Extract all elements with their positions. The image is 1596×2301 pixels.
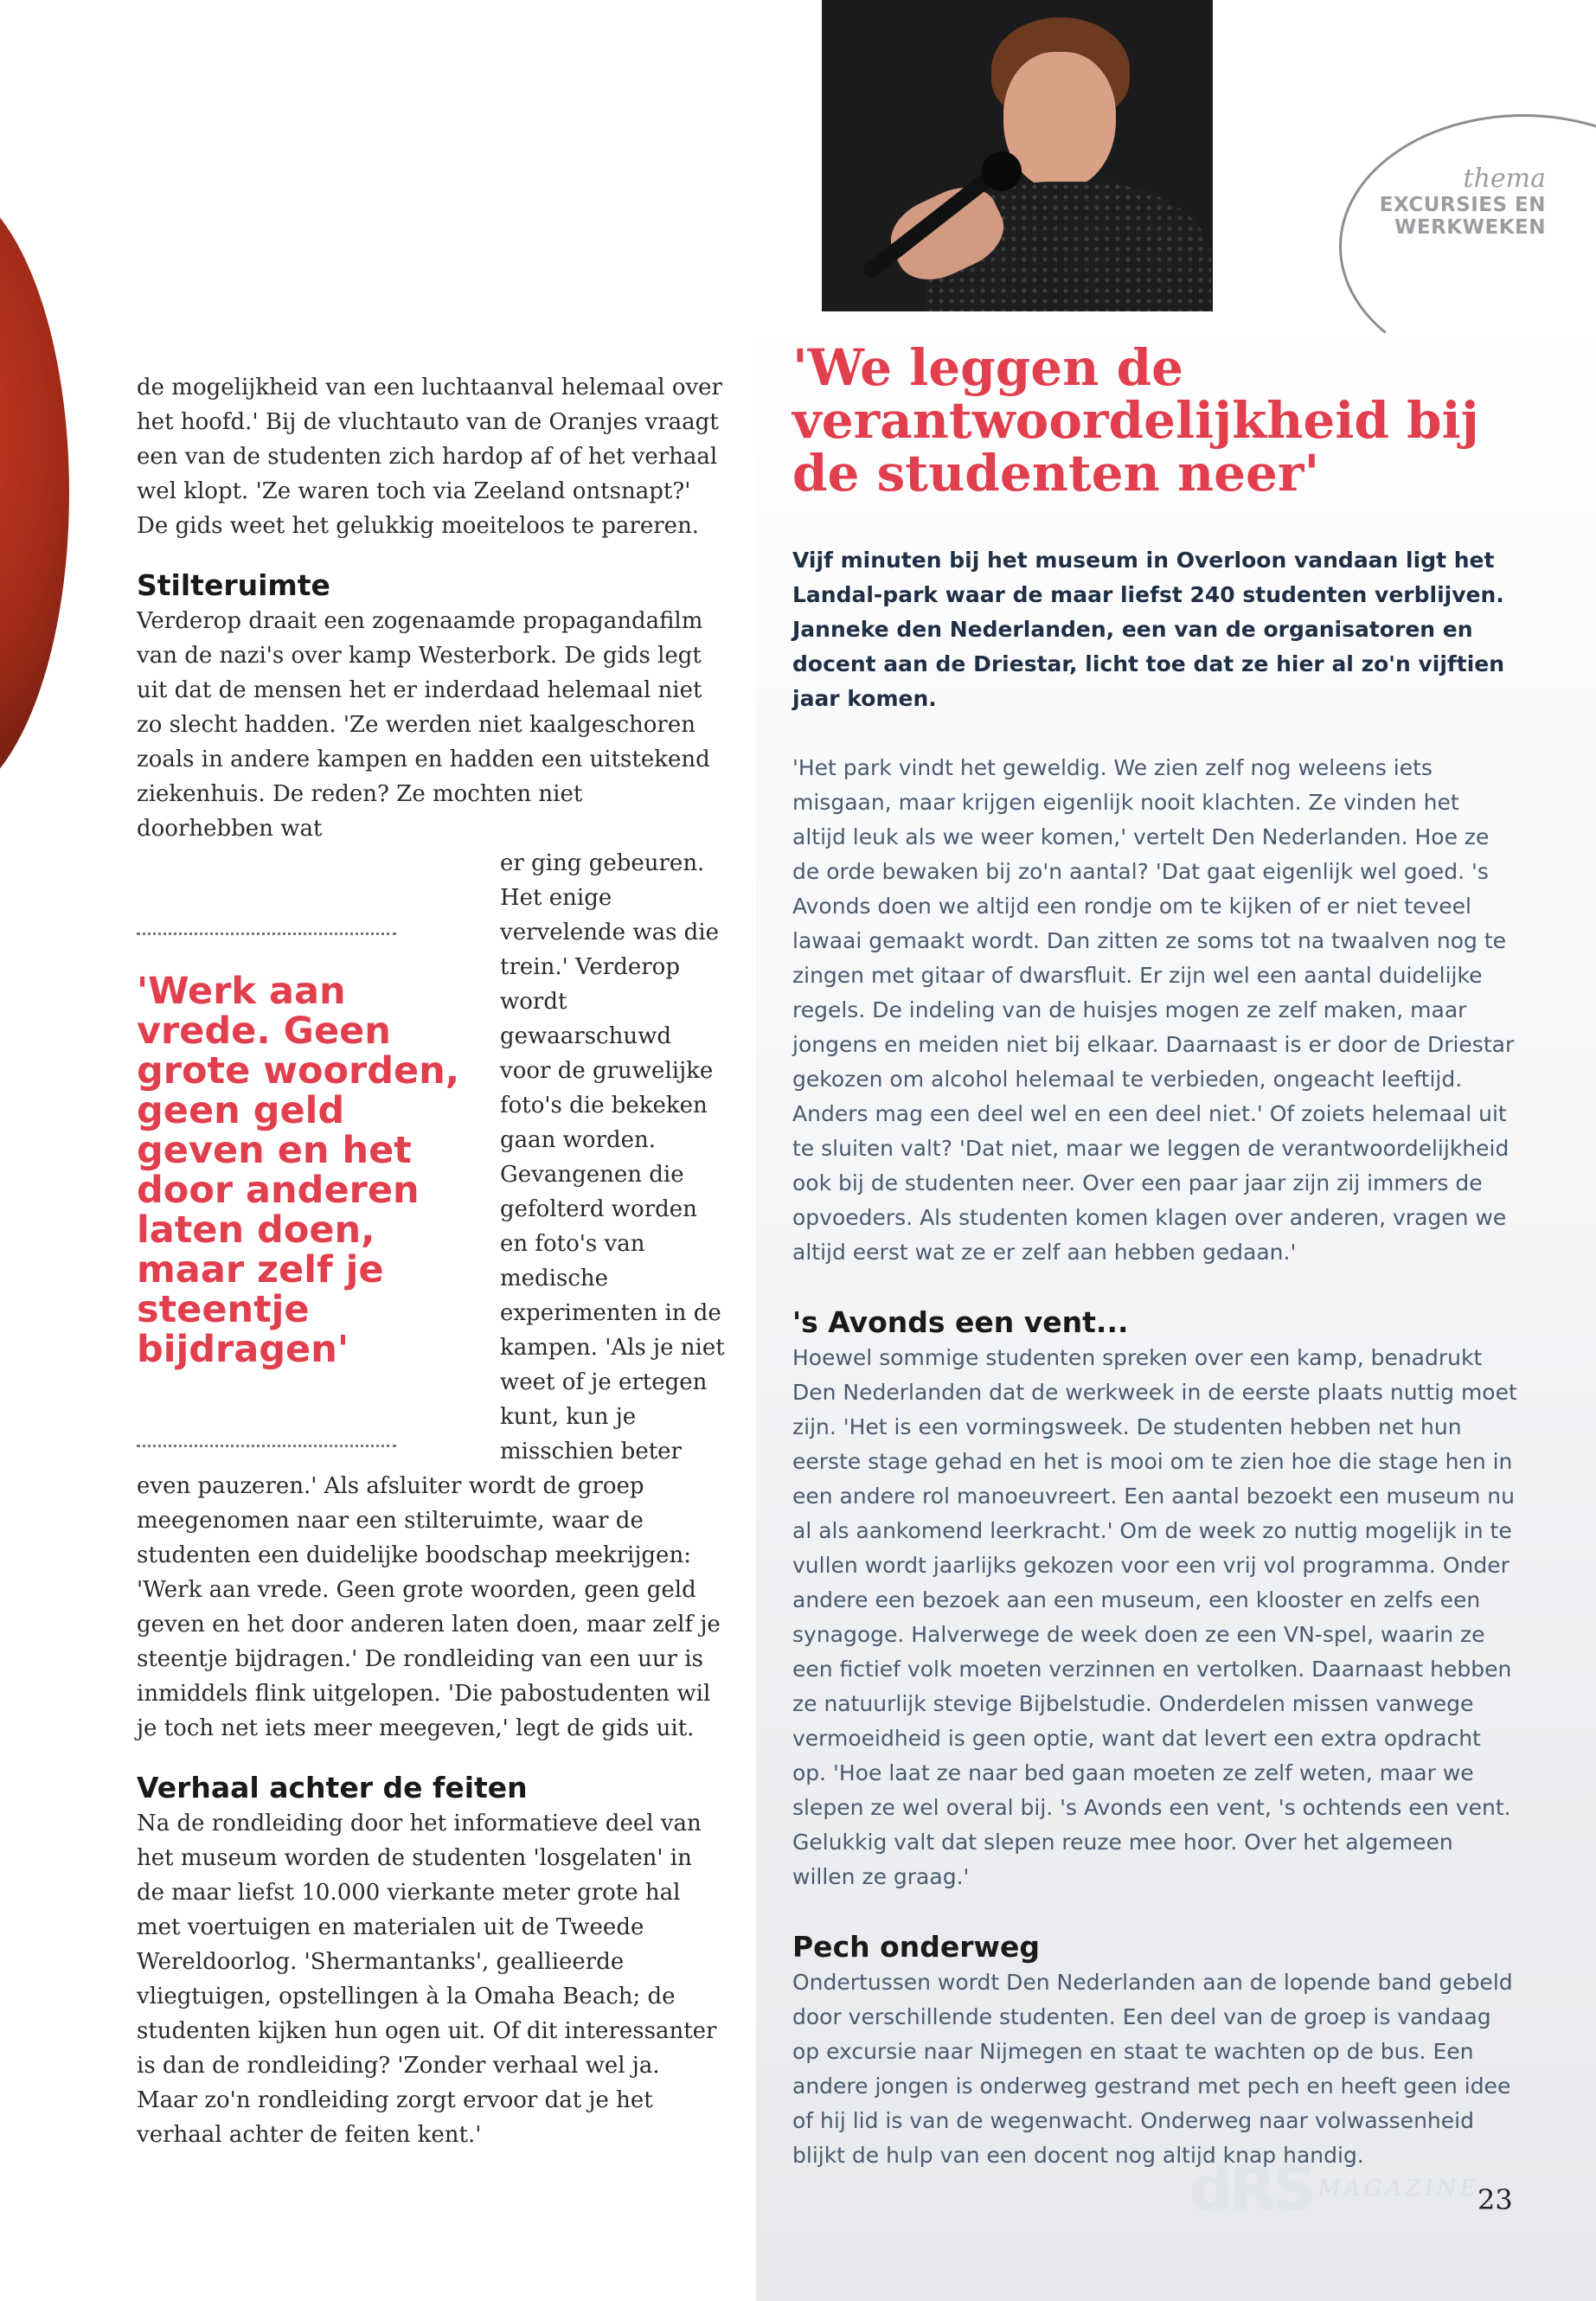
logo-text: MAGAZINE [1317, 2176, 1480, 2202]
article-headline: 'We leggen de verantwoordelijkheid bij de studenten neer' [792, 338, 1479, 503]
microphone-head [982, 151, 1022, 191]
theme-line-1: EXCURSIES EN [1379, 194, 1546, 216]
left-paragraph-1: de mogelijkheid van een luchtaanval helemaal over het hoofd.' Bij de vluchtauto van de Oranjes vraagt een van de studenten zich hardop af of het verhaal wel klopt. 'Ze waren toch via Zeeland ontsnapt?' De gids weet het gelukkig moeiteloos te pareren. [137, 375, 722, 539]
theme-line-2: WERKWEKEN [1394, 216, 1546, 239]
article-intro: Vijf minuten bij het museum in Overloon vandaan ligt het Landal-park waar de maar liefst 240 studenten verblijven. Janneke den Nederlanden, een van de organisatoren en docent aan de Driestar, licht toe dat ze hier al zo'n vijftien jaar komen. [792, 548, 1505, 711]
quote-divider-top [137, 933, 396, 935]
heading-pech: Pech onderweg [792, 1930, 1041, 1964]
logo-mark: dRS [1189, 2153, 1313, 2224]
heading-verhaal: Verhaal achter de feiten [137, 1771, 528, 1804]
left-paragraph-3: Na de rondleiding door het informatieve deel van het museum worden de studenten 'losgelaten' in de maar liefst 10.000 vierkante meter grote hal met voertuigen en materialen uit de Tweede Wereldoorlog. 'Shermantanks', geallieerde vliegtuigen, opstellingen à la Omaha Beach; de studenten kijken hun ogen uit. Of dit interessanter is dan de rondleiding? 'Zonder verhaal wel ja. Maar zo'n rondleiding zorgt ervoor dat je het verhaal achter de feiten kent.' [137, 1811, 717, 2148]
left-paragraph-2a: Verderop draait een zogenaamde propagandafilm van de nazi's over kamp Westerbork. De gids legt uit dat de mensen het er inderdaad helemaal niet zo slecht hadden. 'Ze werden niet kaalgeschoren zoals in andere kampen en hadden een uitstekend ziekenhuis. De reden? Ze mochten niet doorhebben wat [137, 608, 710, 842]
magazine-logo [1189, 2153, 1480, 2224]
right-paragraph-3: Ondertussen wordt Den Nederlanden aan de lopende band gebeld door verschillende studenten. Een deel van de groep is vandaag op excursie naar Nijmegen en staat te wachten op de bus. Een andere jongen is onderweg gestrand met pech en heeft geen idee of hij lid is van de wegenwacht. Onderweg naar volwassenheid blijkt de hulp van een docent nog altijd knap handig. [792, 1970, 1513, 2168]
pull-quote-text: 'Werk aan vrede. Geen grote woorden, geen geld geven en het door anderen laten doen, maar zelf je steentje bijdragen' [137, 970, 460, 1371]
theme-word: thema [1463, 163, 1546, 194]
left-column [137, 370, 725, 2152]
heading-avonds: 's Avonds een vent... [792, 1305, 1129, 1339]
quote-divider-bottom [137, 1445, 396, 1447]
theme-label [1380, 164, 1546, 239]
right-column [792, 338, 1519, 2173]
right-paragraph-2: Hoewel sommige studenten spreken over een kamp, benadrukt Den Nederlanden dat de werkweek in de eerste plaats nuttig moet zijn. 'Het is een vormingsweek. De studenten hebben net hun eerste stage gehad en het is mooi om te zien hoe die stage hen in een andere rol manoeuvreert. Een aantal bezoekt een museum nu al als aankomend leerkracht.' Om de week zo nuttig mogelijk in te vullen wordt jaarlijks gekozen voor een vrij vol programma. Onder andere een bezoek aan een museum, een klooster en zelfs een synagoge. Halverwege de week doen ze een VN-spel, waarin ze een fictief volk moeten verzinnen en vertolken. Daarnaast hebben ze natuurlijk stevige Bijbelstudie. Onderdelen missen vanwege vermoeidheid is geen optie, want dat levert een extra opdracht op. 'Hoe laat ze naar bed gaan moeten ze zelf weten, maar we slepen ze wel overal bij. 's Avonds een vent, 's ochtends een vent. Gelukkig valt dat slepen reuze mee hoor. Over het algemeen willen ze graag.' [792, 1345, 1517, 1889]
left-photo-fragment [0, 182, 69, 804]
heading-stilteruimte: Stilteruimte [137, 568, 330, 602]
portrait-photo [822, 0, 1213, 311]
page-number: 23 [1477, 2183, 1513, 2216]
pull-quote [137, 846, 483, 1469]
quote-wrap [137, 846, 725, 1746]
right-paragraph-1: 'Het park vindt het geweldig. We zien zelf nog weleens iets misgaan, maar krijgen eigenlijk nooit klachten. Ze vinden het altijd leuk als we weer komen,' vertelt Den Nederlanden. Hoe ze de orde bewaken bij zo'n aantal? 'Dat gaat eigenlijk wel goed. 's Avonds doen we altijd een rondje om te kijken of er niet teveel lawaai gemaakt wordt. Dan zitten ze soms tot na twaalven nog te zingen met gitaar of dwarsfluit. Er zijn wel een aantal duidelijke regels. De indeling van de huisjes mogen ze zelf maken, maar jongens en meiden niet bij elkaar. Daarnaast is er door de Driestar gekozen om alcohol helemaal te verbieden, ongeacht leeftijd. Anders mag een deel wel en een deel niet.' Of zoiets helemaal uit te sluiten valt? 'Dat niet, maar we leggen de verantwoordelijkheid ook bij de studenten neer. Over een paar jaar zijn zij immers de opvoeders. Als studenten komen klagen over anderen, vragen we altijd eerst wat ze er zelf aan hebben gedaan.' [792, 755, 1515, 1265]
left-paragraph-2b: er ging gebeuren. Het enige vervelende was die trein.' Verderop wordt gewaarschuwd voor de gruwelijke foto's die bekeken gaan worden. Gevangenen die gefolterd worden en foto's van medische experimenten in de kampen. 'Als je niet weet of je ertegen kunt, kun je misschien beter even pauzeren.' Als afsluiter wordt de groep meegenomen naar een stilteruimte, waar de studenten een duidelijke boodschap meekrijgen: 'Werk aan vrede. Geen grote woorden, geen geld geven en het door anderen laten doen, maar zelf je steentje bijdragen.' De rondleiding van een uur is inmiddels flink uitgelopen. 'Die pabostudenten wil je toch net iets meer meegeven,' legt de gids uit. [137, 850, 725, 1741]
